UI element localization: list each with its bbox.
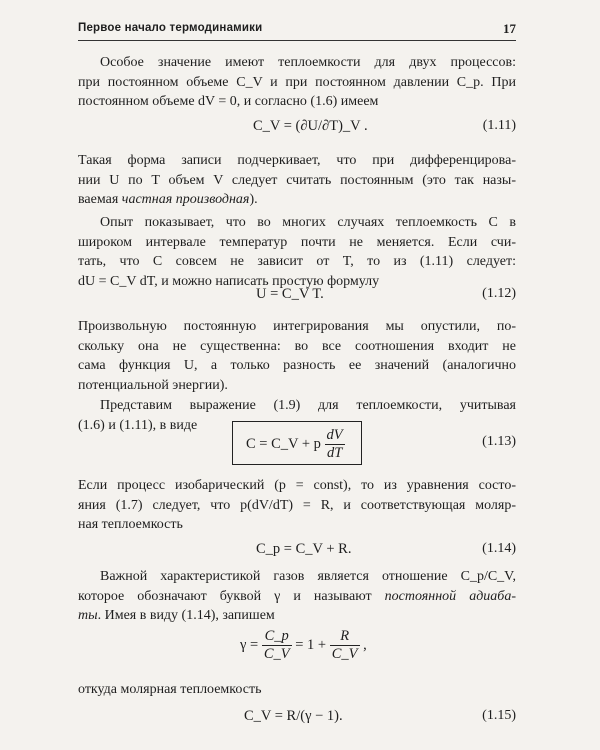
- p4-line-3: сама функция U, а только разность ее значений (аналогично: [78, 358, 516, 373]
- eq-gamma-tail: ,: [363, 636, 367, 653]
- p2-line-2: нии U по T объем V следует считать постоянным (это так назы-: [78, 172, 516, 188]
- equation-1-11: [78, 118, 516, 140]
- p4-line-4: потенциальной энергии).: [78, 377, 228, 393]
- paragraph-3: [78, 213, 516, 291]
- p6-line-3: ная теплоемкость: [78, 517, 183, 532]
- eq-gamma-den-1: C_V: [263, 646, 290, 662]
- eq-gamma-formula: [240, 628, 367, 663]
- term-adiabatic-constant: постоянной адиаба-: [384, 588, 516, 604]
- p5-line-1: Представим выражение (1.9) для теплоемкости, учитывая: [100, 398, 516, 413]
- p3-line-2: широком интервале температур почти не меняется. Если счи-: [78, 234, 516, 250]
- eq-1-15-number: (1.15): [482, 708, 516, 723]
- eq-gamma-lhs: γ =: [240, 636, 259, 653]
- equation-1-12: [78, 286, 516, 308]
- eq-1-11-formula: C_V = (∂U/∂T)_V .: [253, 118, 368, 134]
- eq-gamma-middle: = 1 +: [295, 636, 327, 653]
- eq-gamma-fraction-1: [262, 628, 292, 663]
- eq-1-13-formula: [246, 427, 345, 462]
- eq-1-12-number: (1.12): [482, 286, 516, 301]
- running-title: Первое начало термодинамики: [78, 22, 263, 34]
- p5-line-2: (1.6) и (1.11), в виде: [78, 417, 198, 433]
- p4-line-1: Произвольную постоянную интегрирования мы опустили, по-: [78, 319, 516, 334]
- p6-line-1: Если процесс изобарический (p = const), то из уравнения состо-: [78, 478, 516, 493]
- p7-line-2: которое обозначают буквой γ и называют постоянной адиаба-: [78, 588, 516, 604]
- p3-line-3: тать, что C совсем не зависит от T, то из (1.11) следует:: [78, 254, 516, 269]
- paragraph-7: [78, 567, 516, 626]
- paragraph-6: [78, 476, 516, 535]
- paragraph-4: [78, 317, 516, 395]
- p3-line-4: dU = C_V dT, и можно написать простую формулу: [78, 273, 380, 289]
- equation-1-13: [78, 425, 516, 465]
- p1-line-2: при постоянном объеме C_V и при постоянном давлении C_p. При: [78, 74, 516, 90]
- p7-line-1: Важной характеристикой газов является отношение C_p/C_V,: [100, 569, 516, 584]
- p1-line-3: постоянном объеме dV = 0, и согласно (1.6) имеем: [78, 94, 379, 109]
- eq-gamma-den-2: C_V: [331, 646, 358, 662]
- eq-gamma-fraction-2: [330, 628, 360, 663]
- p1-line-1: Особое значение имеют теплоемкости для двух процессов:: [100, 55, 516, 70]
- p2-line-1: Такая форма записи подчеркивает, что при дифференцирова-: [78, 153, 516, 168]
- p2-line-3: ваемая частная производная).: [78, 192, 258, 207]
- page-header: [78, 22, 516, 41]
- paragraph-1: [78, 53, 516, 112]
- p3-line-1: Опыт показывает, что во многих случаях теплоемкость C в: [100, 215, 516, 230]
- term-partial-derivative: частная производная: [121, 192, 250, 207]
- equation-1-15: [78, 708, 516, 730]
- eq-1-13-fraction: [325, 427, 345, 462]
- eq-1-11-number: (1.11): [482, 118, 516, 133]
- eq-1-12-formula: U = C_V T.: [256, 286, 324, 302]
- paragraph-2: [78, 151, 516, 210]
- eq-1-13-numerator: dV: [326, 427, 343, 443]
- eq-1-13-lhs: C = C_V + p: [246, 435, 321, 452]
- page-number: 17: [503, 21, 516, 36]
- eq-1-13-number: (1.13): [482, 434, 516, 449]
- p8-line-1: откуда молярная теплоемкость: [78, 682, 262, 697]
- p7-line-3: ты. Имея в виду (1.14), запишем: [78, 608, 275, 623]
- equation-1-14: [78, 541, 516, 563]
- eq-1-14-formula: C_p = C_V + R.: [256, 541, 352, 557]
- eq-1-14-number: (1.14): [482, 541, 516, 556]
- eq-gamma-num-1: C_p: [262, 628, 292, 646]
- paragraph-8: [78, 680, 516, 700]
- eq-1-15-formula: C_V = R/(γ − 1).: [244, 708, 343, 724]
- equation-gamma: [78, 628, 516, 672]
- eq-1-13-denominator: dT: [326, 445, 343, 461]
- p6-line-2: яния (1.7) следует, что p(dV/dT) = R, и соответствующая моляр-: [78, 497, 516, 513]
- p4-line-2: скольку она не существенна: во все соотношения входит не: [78, 338, 516, 354]
- eq-gamma-num-2: R: [330, 628, 360, 646]
